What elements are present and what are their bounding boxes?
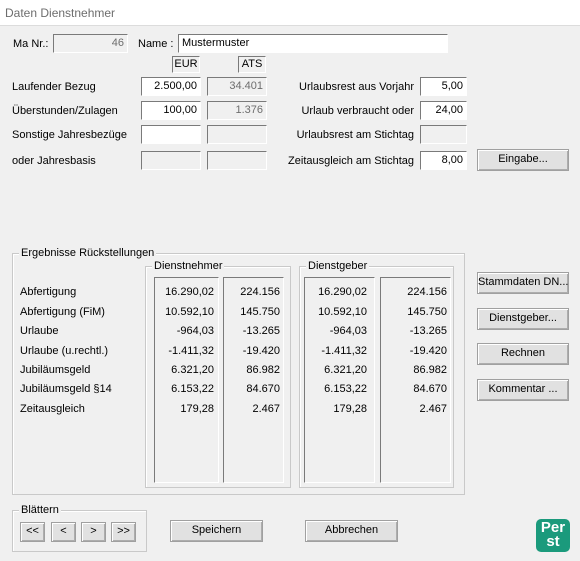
result-dg-eur: -964,03 xyxy=(329,325,367,337)
laufender-bezug-eur-field[interactable]: 2.500,00 xyxy=(141,77,201,96)
result-dn-ats: -19.420 xyxy=(242,345,280,357)
urlaub-verbraucht-field[interactable]: 24,00 xyxy=(420,101,467,120)
result-dg-ats: 145.750 xyxy=(407,306,447,318)
result-dg-ats: -19.420 xyxy=(409,345,447,357)
laufender-bezug-ats-field: 34.401 xyxy=(207,77,267,96)
result-row-label: Abfertigung (FiM) xyxy=(20,306,105,318)
save-button[interactable]: Speichern xyxy=(170,520,263,542)
urlaubsrest-vorjahr-label: Urlaubsrest aus Vorjahr xyxy=(299,81,414,93)
sonstige-bezuege-ats-field xyxy=(207,125,267,144)
name-field[interactable]: Mustermuster xyxy=(178,34,448,53)
result-dn-eur: 6.321,20 xyxy=(171,364,214,376)
result-dn-eur: 179,28 xyxy=(180,403,214,415)
ueberstunden-ats-field: 1.376 xyxy=(207,101,267,120)
dienstgeber-title: Dienstgeber xyxy=(308,260,368,272)
cancel-button[interactable]: Abbrechen xyxy=(305,520,398,542)
eur-header: EUR xyxy=(172,56,200,73)
logo-line-1: Per xyxy=(540,519,566,536)
result-dg-ats: 84.670 xyxy=(413,383,447,395)
next-page-button[interactable]: > xyxy=(81,522,106,542)
result-dn-ats: -13.265 xyxy=(242,325,280,337)
result-row-label: Jubiläumsgeld §14 xyxy=(20,383,112,395)
result-dn-eur: -964,03 xyxy=(176,325,214,337)
perst-logo xyxy=(536,519,570,552)
stammdaten-dn-button[interactable]: Stammdaten DN... xyxy=(477,272,569,294)
jahresbasis-ats-field xyxy=(207,151,267,170)
zeitausgleich-stichtag-label: Zeitausgleich am Stichtag xyxy=(288,155,414,167)
result-dg-eur: 6.321,20 xyxy=(324,364,367,376)
dienstnehmer-title: Dienstnehmer xyxy=(154,260,223,272)
prev-page-button[interactable]: < xyxy=(51,522,76,542)
jahresbasis-label: oder Jahresbasis xyxy=(12,155,96,167)
ats-header: ATS xyxy=(238,56,266,73)
sonstige-bezuege-label: Sonstige Jahresbezüge xyxy=(12,129,127,141)
result-row-label: Jubiläumsgeld xyxy=(20,364,91,376)
urlaubsrest-vorjahr-field[interactable]: 5,00 xyxy=(420,77,467,96)
rechnen-button[interactable]: Rechnen xyxy=(477,343,569,365)
sonstige-bezuege-eur-field[interactable] xyxy=(141,125,201,144)
result-dg-ats: 224.156 xyxy=(407,286,447,298)
urlaubsrest-stichtag-field xyxy=(420,125,467,144)
result-dn-ats: 2.467 xyxy=(252,403,280,415)
eingabe-button[interactable]: Eingabe... xyxy=(477,149,569,171)
logo-line-2: st xyxy=(546,533,560,550)
result-dn-eur: 10.592,10 xyxy=(165,306,214,318)
result-dg-eur: 179,28 xyxy=(333,403,367,415)
name-label: Name : xyxy=(138,38,174,50)
result-dn-eur: 6.153,22 xyxy=(171,383,214,395)
last-page-button[interactable]: >> xyxy=(111,522,136,542)
result-dn-eur: 16.290,02 xyxy=(165,286,214,298)
result-dn-eur: -1.411,32 xyxy=(168,345,214,357)
result-dg-ats: 2.467 xyxy=(419,403,447,415)
result-dg-eur: 10.592,10 xyxy=(318,306,367,318)
results-group-title: Ergebnisse Rückstellungen xyxy=(21,247,155,259)
ueberstunden-eur-field[interactable]: 100,00 xyxy=(141,101,201,120)
result-dg-eur: 16.290,02 xyxy=(318,286,367,298)
window-title: Daten Dienstnehmer xyxy=(5,6,116,20)
result-row-label: Urlaube xyxy=(20,325,59,337)
paging-title: Blättern xyxy=(21,504,59,516)
zeitausgleich-stichtag-field[interactable]: 8,00 xyxy=(420,151,467,170)
result-dn-ats: 84.670 xyxy=(246,383,280,395)
result-dg-eur: -1.411,32 xyxy=(321,345,367,357)
result-dg-eur: 6.153,22 xyxy=(324,383,367,395)
dienstgeber-button[interactable]: Dienstgeber... xyxy=(477,308,569,330)
result-row-label: Abfertigung xyxy=(20,286,77,298)
result-row-label: Zeitausgleich xyxy=(20,403,85,415)
result-dg-ats: 86.982 xyxy=(413,364,447,376)
jahresbasis-eur-field xyxy=(141,151,201,170)
result-dn-ats: 145.750 xyxy=(240,306,280,318)
kommentar-button[interactable]: Kommentar ... xyxy=(477,379,569,401)
result-dg-ats: -13.265 xyxy=(409,325,447,337)
urlaubsrest-stichtag-label: Urlaubsrest am Stichtag xyxy=(296,129,414,141)
ma-nr-label: Ma Nr.: xyxy=(13,38,49,50)
result-dn-ats: 224.156 xyxy=(240,286,280,298)
result-dn-ats: 86.982 xyxy=(246,364,280,376)
first-page-button[interactable]: << xyxy=(20,522,45,542)
urlaub-verbraucht-label: Urlaub verbraucht oder xyxy=(301,105,414,117)
laufender-bezug-label: Laufender Bezug xyxy=(12,81,96,93)
ueberstunden-label: Überstunden/Zulagen xyxy=(12,105,118,117)
ma-nr-field: 46 xyxy=(53,34,128,53)
title-bar xyxy=(0,0,580,26)
result-row-label: Urlaube (u.rechtl.) xyxy=(20,345,109,357)
